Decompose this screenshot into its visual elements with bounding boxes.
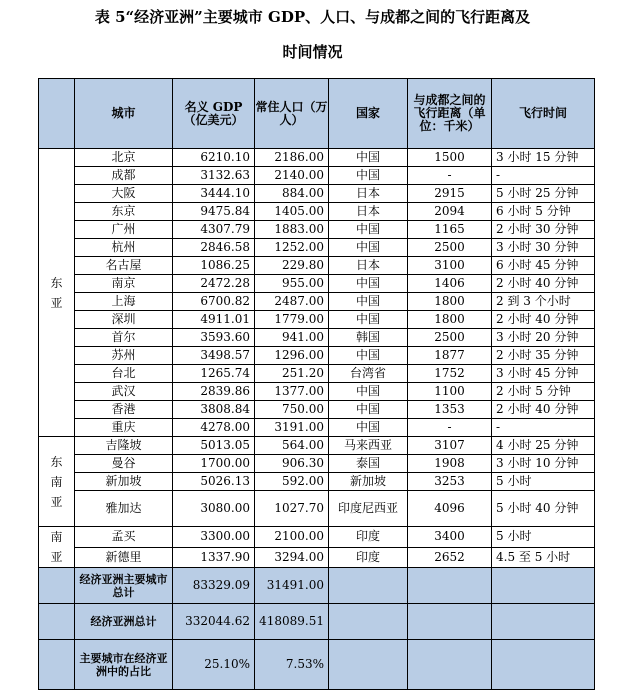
country-cell: 印度尼西亚 — [329, 491, 408, 527]
header-gdp: 名义 GDP（亿美元） — [173, 79, 255, 149]
total-label-cell: 经济亚洲主要城市总计 — [75, 568, 173, 604]
country-cell: 中国 — [329, 167, 408, 185]
population-cell: 1779.00 — [255, 311, 329, 329]
city-cell: 台北 — [75, 365, 173, 383]
population-cell: 2487.00 — [255, 293, 329, 311]
region-cell — [39, 149, 75, 437]
flight-time-cell: 2 小时 5 分钟 — [492, 383, 595, 401]
table-row — [39, 383, 595, 401]
table-title-line-1: 表 5“经济亚洲”主要城市 GDP、人口、与成都之间的飞行距离及 — [94, 8, 531, 26]
flight-time-cell: 4 小时 25 分钟 — [492, 437, 595, 455]
city-cell: 吉隆坡 — [75, 437, 173, 455]
header-city: 城市 — [75, 79, 173, 149]
distance-cell: - — [408, 167, 492, 185]
region-cell — [39, 437, 75, 527]
gdp-cell: 1086.25 — [173, 257, 255, 275]
country-cell: 日本 — [329, 203, 408, 221]
header-population: 常住人口（万人） — [255, 79, 329, 149]
total-empty-cell — [492, 568, 595, 604]
total-empty-cell — [408, 640, 492, 690]
distance-cell: 1908 — [408, 455, 492, 473]
table-row — [39, 547, 595, 568]
flight-time-cell: 4.5 至 5 小时 — [492, 547, 595, 568]
gdp-cell: 3300.00 — [173, 527, 255, 548]
gdp-cell: 1700.00 — [173, 455, 255, 473]
table-row — [39, 203, 595, 221]
city-cell: 曼谷 — [75, 455, 173, 473]
population-cell: 1377.00 — [255, 383, 329, 401]
gdp-cell: 5013.05 — [173, 437, 255, 455]
flight-time-cell: 5 小时 25 分钟 — [492, 185, 595, 203]
city-cell: 武汉 — [75, 383, 173, 401]
table-row — [39, 473, 595, 491]
flight-time-cell: 2 小时 40 分钟 — [492, 275, 595, 293]
country-cell: 中国 — [329, 221, 408, 239]
table-row — [39, 365, 595, 383]
city-cell: 苏州 — [75, 347, 173, 365]
region-label-char: 南 — [50, 474, 63, 489]
flight-time-cell: 5 小时 — [492, 527, 595, 548]
region-label-char: 南 — [50, 530, 63, 544]
total-pop-cell: 418089.51 — [255, 604, 329, 640]
total-label-cell: 主要城市在经济亚洲中的占比 — [75, 640, 173, 690]
population-cell: 592.00 — [255, 473, 329, 491]
country-cell: 中国 — [329, 401, 408, 419]
city-cell: 新德里 — [75, 547, 173, 568]
table-row — [39, 401, 595, 419]
total-empty-cell — [329, 604, 408, 640]
total-row — [39, 604, 595, 640]
country-cell: 台湾省 — [329, 365, 408, 383]
country-cell: 中国 — [329, 275, 408, 293]
distance-cell: - — [408, 419, 492, 437]
distance-cell: 1800 — [408, 311, 492, 329]
population-cell: 2140.00 — [255, 167, 329, 185]
total-empty-cell — [492, 640, 595, 690]
gdp-cell: 2846.58 — [173, 239, 255, 257]
city-cell: 成都 — [75, 167, 173, 185]
flight-time-cell: 2 小时 40 分钟 — [492, 311, 595, 329]
table-row — [39, 293, 595, 311]
distance-cell: 3400 — [408, 527, 492, 548]
region-label-char: 亚 — [50, 494, 63, 509]
total-gdp-cell: 332044.62 — [173, 604, 255, 640]
total-region-cell — [39, 568, 75, 604]
flight-time-cell: 5 小时 — [492, 473, 595, 491]
table-row — [39, 419, 595, 437]
country-cell: 中国 — [329, 383, 408, 401]
country-cell: 泰国 — [329, 455, 408, 473]
gdp-cell: 6700.82 — [173, 293, 255, 311]
population-cell: 884.00 — [255, 185, 329, 203]
total-row — [39, 568, 595, 604]
flight-time-cell: 6 小时 45 分钟 — [492, 257, 595, 275]
distance-cell: 2500 — [408, 329, 492, 347]
distance-cell: 3100 — [408, 257, 492, 275]
total-gdp-cell: 83329.09 — [173, 568, 255, 604]
country-cell: 中国 — [329, 311, 408, 329]
city-cell: 东京 — [75, 203, 173, 221]
gdp-cell: 3444.10 — [173, 185, 255, 203]
flight-time-cell: 2 到 3 个小时 — [492, 293, 595, 311]
gdp-cell: 4278.00 — [173, 419, 255, 437]
gdp-cell: 3498.57 — [173, 347, 255, 365]
total-row — [39, 640, 595, 690]
population-cell: 955.00 — [255, 275, 329, 293]
population-cell: 564.00 — [255, 437, 329, 455]
city-cell: 广州 — [75, 221, 173, 239]
country-cell: 日本 — [329, 185, 408, 203]
distance-cell: 3253 — [408, 473, 492, 491]
table-row — [39, 437, 595, 455]
header-country: 国家 — [329, 79, 408, 149]
region-label-char: 东 — [50, 275, 63, 290]
flight-time-cell: 2 小时 30 分钟 — [492, 221, 595, 239]
total-label-cell: 经济亚洲总计 — [75, 604, 173, 640]
city-cell: 杭州 — [75, 239, 173, 257]
distance-cell: 1752 — [408, 365, 492, 383]
gdp-cell: 6210.10 — [173, 149, 255, 167]
country-cell: 中国 — [329, 149, 408, 167]
city-cell: 南京 — [75, 275, 173, 293]
distance-cell: 3107 — [408, 437, 492, 455]
table-row — [39, 311, 595, 329]
country-cell: 新加坡 — [329, 473, 408, 491]
population-cell: 750.00 — [255, 401, 329, 419]
flight-time-cell: 3 小时 15 分钟 — [492, 149, 595, 167]
distance-cell: 1800 — [408, 293, 492, 311]
city-cell: 香港 — [75, 401, 173, 419]
distance-cell: 1353 — [408, 401, 492, 419]
gdp-cell: 1265.74 — [173, 365, 255, 383]
distance-cell: 2094 — [408, 203, 492, 221]
population-cell: 2100.00 — [255, 527, 329, 548]
distance-cell: 1500 — [408, 149, 492, 167]
table-row — [39, 149, 595, 167]
gdp-cell: 2839.86 — [173, 383, 255, 401]
total-region-cell — [39, 604, 75, 640]
country-cell: 中国 — [329, 239, 408, 257]
table-row — [39, 239, 595, 257]
table-header-row — [39, 79, 595, 149]
country-cell: 日本 — [329, 257, 408, 275]
city-cell: 北京 — [75, 149, 173, 167]
country-cell: 马来西亚 — [329, 437, 408, 455]
flight-time-cell: - — [492, 167, 595, 185]
flight-time-cell: - — [492, 419, 595, 437]
flight-time-cell: 3 小时 20 分钟 — [492, 329, 595, 347]
table-row — [39, 185, 595, 203]
total-empty-cell — [408, 604, 492, 640]
distance-cell: 2500 — [408, 239, 492, 257]
gdp-cell: 1337.90 — [173, 547, 255, 568]
gdp-cell: 3808.84 — [173, 401, 255, 419]
population-cell: 1883.00 — [255, 221, 329, 239]
table-row — [39, 347, 595, 365]
gdp-cell: 2472.28 — [173, 275, 255, 293]
country-cell: 中国 — [329, 419, 408, 437]
city-cell: 深圳 — [75, 311, 173, 329]
region-cell — [39, 527, 75, 568]
country-cell: 中国 — [329, 293, 408, 311]
table-row — [39, 221, 595, 239]
table-row — [39, 329, 595, 347]
country-cell: 印度 — [329, 547, 408, 568]
total-empty-cell — [492, 604, 595, 640]
gdp-cell: 5026.13 — [173, 473, 255, 491]
flight-time-cell: 5 小时 40 分钟 — [492, 491, 595, 527]
gdp-cell: 3080.00 — [173, 491, 255, 527]
population-cell: 3191.00 — [255, 419, 329, 437]
region-label-char: 东 — [50, 454, 63, 469]
population-cell: 1252.00 — [255, 239, 329, 257]
country-cell: 韩国 — [329, 329, 408, 347]
population-cell: 3294.00 — [255, 547, 329, 568]
distance-cell: 1100 — [408, 383, 492, 401]
gdp-cell: 3593.60 — [173, 329, 255, 347]
region-label-char: 亚 — [50, 550, 63, 564]
country-cell: 印度 — [329, 527, 408, 548]
population-cell: 229.80 — [255, 257, 329, 275]
city-data-table — [38, 78, 595, 690]
distance-cell: 2652 — [408, 547, 492, 568]
table-row — [39, 275, 595, 293]
population-cell: 2186.00 — [255, 149, 329, 167]
table-title-line-2: 时间情况 — [282, 43, 343, 61]
population-cell: 941.00 — [255, 329, 329, 347]
total-gdp-cell: 25.10% — [173, 640, 255, 690]
distance-cell: 1877 — [408, 347, 492, 365]
distance-cell: 2915 — [408, 185, 492, 203]
distance-cell: 4096 — [408, 491, 492, 527]
header-region — [39, 79, 75, 149]
total-region-cell — [39, 640, 75, 690]
header-flight-time: 飞行时间 — [492, 79, 595, 149]
total-pop-cell: 7.53% — [255, 640, 329, 690]
city-cell: 新加坡 — [75, 473, 173, 491]
flight-time-cell: 6 小时 5 分钟 — [492, 203, 595, 221]
city-cell: 雅加达 — [75, 491, 173, 527]
gdp-cell: 4307.79 — [173, 221, 255, 239]
flight-time-cell: 3 小时 30 分钟 — [492, 239, 595, 257]
table-row — [39, 167, 595, 185]
flight-time-cell: 3 小时 45 分钟 — [492, 365, 595, 383]
gdp-cell: 3132.63 — [173, 167, 255, 185]
table-row — [39, 455, 595, 473]
city-cell: 重庆 — [75, 419, 173, 437]
population-cell: 1296.00 — [255, 347, 329, 365]
table-row — [39, 491, 595, 527]
total-empty-cell — [329, 568, 408, 604]
population-cell: 251.20 — [255, 365, 329, 383]
table-row — [39, 257, 595, 275]
distance-cell: 1406 — [408, 275, 492, 293]
city-cell: 上海 — [75, 293, 173, 311]
city-cell: 首尔 — [75, 329, 173, 347]
city-cell: 孟买 — [75, 527, 173, 548]
country-cell: 中国 — [329, 347, 408, 365]
gdp-cell: 4911.01 — [173, 311, 255, 329]
total-empty-cell — [408, 568, 492, 604]
gdp-cell: 9475.84 — [173, 203, 255, 221]
city-cell: 大阪 — [75, 185, 173, 203]
total-pop-cell: 31491.00 — [255, 568, 329, 604]
total-empty-cell — [329, 640, 408, 690]
city-cell: 名古屋 — [75, 257, 173, 275]
table-row — [39, 527, 595, 548]
distance-cell: 1165 — [408, 221, 492, 239]
flight-time-cell: 2 小时 40 分钟 — [492, 401, 595, 419]
header-distance: 与成都之间的飞行距离（单位：千米） — [408, 79, 492, 149]
flight-time-cell: 3 小时 10 分钟 — [492, 455, 595, 473]
population-cell: 1027.70 — [255, 491, 329, 527]
population-cell: 1405.00 — [255, 203, 329, 221]
population-cell: 906.30 — [255, 455, 329, 473]
flight-time-cell: 2 小时 35 分钟 — [492, 347, 595, 365]
region-label-char: 亚 — [50, 295, 63, 310]
